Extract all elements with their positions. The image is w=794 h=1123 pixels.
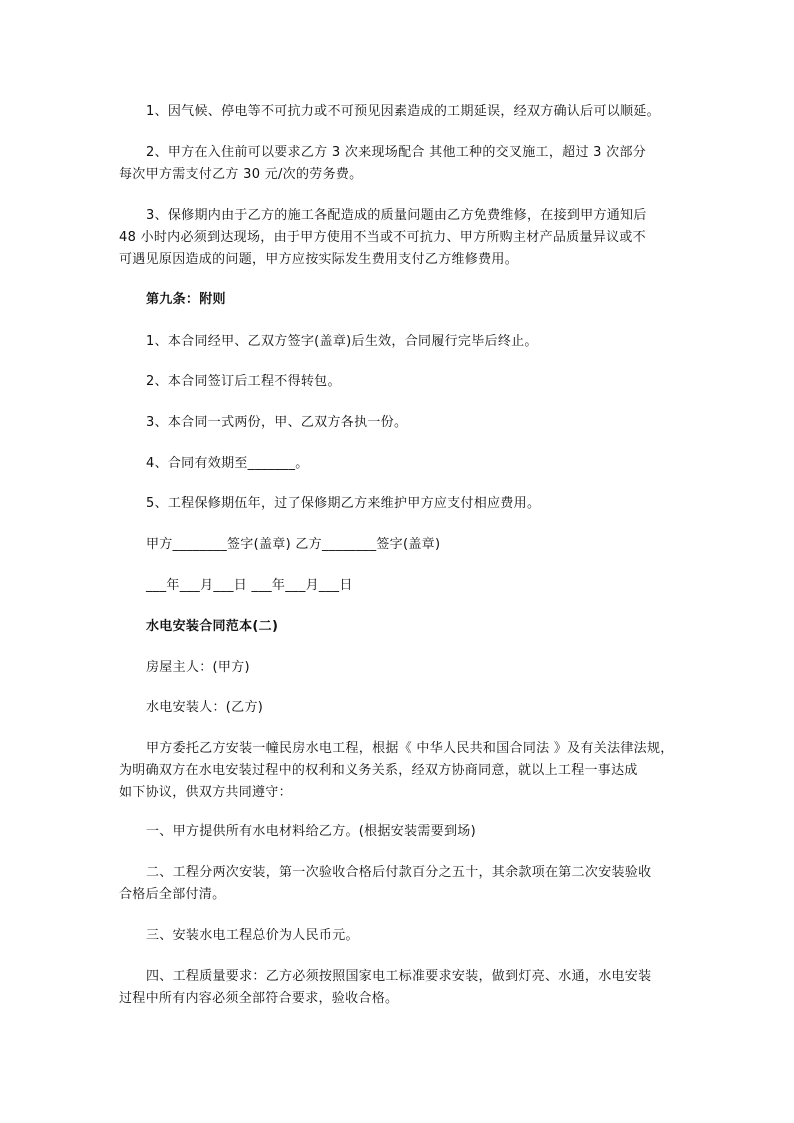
text-line: 过程中所有内容必须全部符合要求，验收合格。 [119, 991, 399, 1006]
text-line: 一、甲方提供所有水电材料给乙方。(根据安装需要到场) [146, 824, 476, 839]
text-line: ___年___月___日 ___年___月___日 [146, 578, 353, 593]
term-2 [119, 862, 679, 906]
intro-paragraph [119, 738, 679, 804]
clause-8-item-3 [119, 205, 679, 271]
term-4 [119, 966, 679, 1010]
text-line: 合格后全部付清。 [119, 887, 226, 902]
term-3 [119, 925, 679, 947]
text-line: 三、安装水电工程总价为人民币元。 [146, 928, 359, 943]
text-line: 每次甲方需支付乙方 30 元/次的劳务费。 [119, 167, 363, 182]
party-b-line [119, 697, 679, 719]
text-line: 甲方________签字(盖章) 乙方________签字(盖章) [146, 537, 441, 552]
clause-8-item-2 [119, 142, 679, 186]
signature-line [119, 534, 679, 556]
term-1 [119, 821, 679, 843]
text-line: 48 小时内必须到达现场，由于甲方使用不当或不可抗力、甲方所购主材产品质量异议或不 [119, 230, 646, 245]
text-line: 四、工程质量要求：乙方必须按照国家电工标准要求安装，做到灯亮、水通，水电安装 [146, 969, 652, 984]
text-line: 5、工程保修期伍年，过了保修期乙方来维护甲方应支付相应费用。 [146, 496, 541, 511]
clause-9-heading: 第九条：附则 [146, 292, 226, 307]
text-line: 如下协议，供双方共同遵守： [119, 785, 292, 800]
text-line: 1、本合同经甲、乙双方签字(盖章)后生效，合同履行完毕后终止。 [146, 334, 538, 349]
clause-9-item-4 [119, 453, 679, 475]
text-line: 房屋主人：(甲方) [146, 660, 250, 675]
text-line: 甲方委托乙方安装一幢民房水电工程，根据《 中华人民共和国合同法 》及有关法律法规， [146, 741, 674, 756]
text-line: 3、本合同一式两份，甲、乙双方各执一份。 [146, 415, 408, 430]
text-line: 水电安装人：(乙方) [146, 700, 264, 715]
clause-9-item-5 [119, 493, 679, 515]
text-line: 可遇见原因造成的问题，甲方应按实际发生费用支付乙方维修费用。 [119, 252, 519, 267]
text-line: 2、甲方在入住前可以要求乙方 3 次来现场配合 其他工种的交叉施工，超过 3 次部分 [146, 145, 647, 160]
clause-9-item-3 [119, 412, 679, 434]
clause-8-item-1 [119, 101, 679, 123]
text-line: 4、合同有效期至_______。 [146, 456, 309, 471]
text-line: 为明确双方在水电安装过程中的权利和义务关系，经双方协商同意，就以上工程一事达成 [119, 763, 638, 778]
text-line: 1、因气候、停电等不可抗力或不可预见因素造成的工期延误，经双方确认后可以顺延。 [146, 104, 660, 119]
text-line: 二、工程分两次安装，第一次验收合格后付款百分之五十，其余款项在第二次安装验收 [146, 865, 652, 880]
text-line: 3、保修期内由于乙方的施工各配造成的质量问题由乙方免费维修，在接到甲方通知后 [146, 208, 647, 223]
party-a-line [119, 657, 679, 679]
clause-9-item-1 [119, 331, 679, 353]
date-line [119, 575, 679, 597]
clause-9-item-2 [119, 371, 679, 393]
text-line: 2、本合同签订后工程不得转包。 [146, 374, 341, 389]
contract-2-title: 水电安装合同范本(二) [146, 619, 279, 634]
